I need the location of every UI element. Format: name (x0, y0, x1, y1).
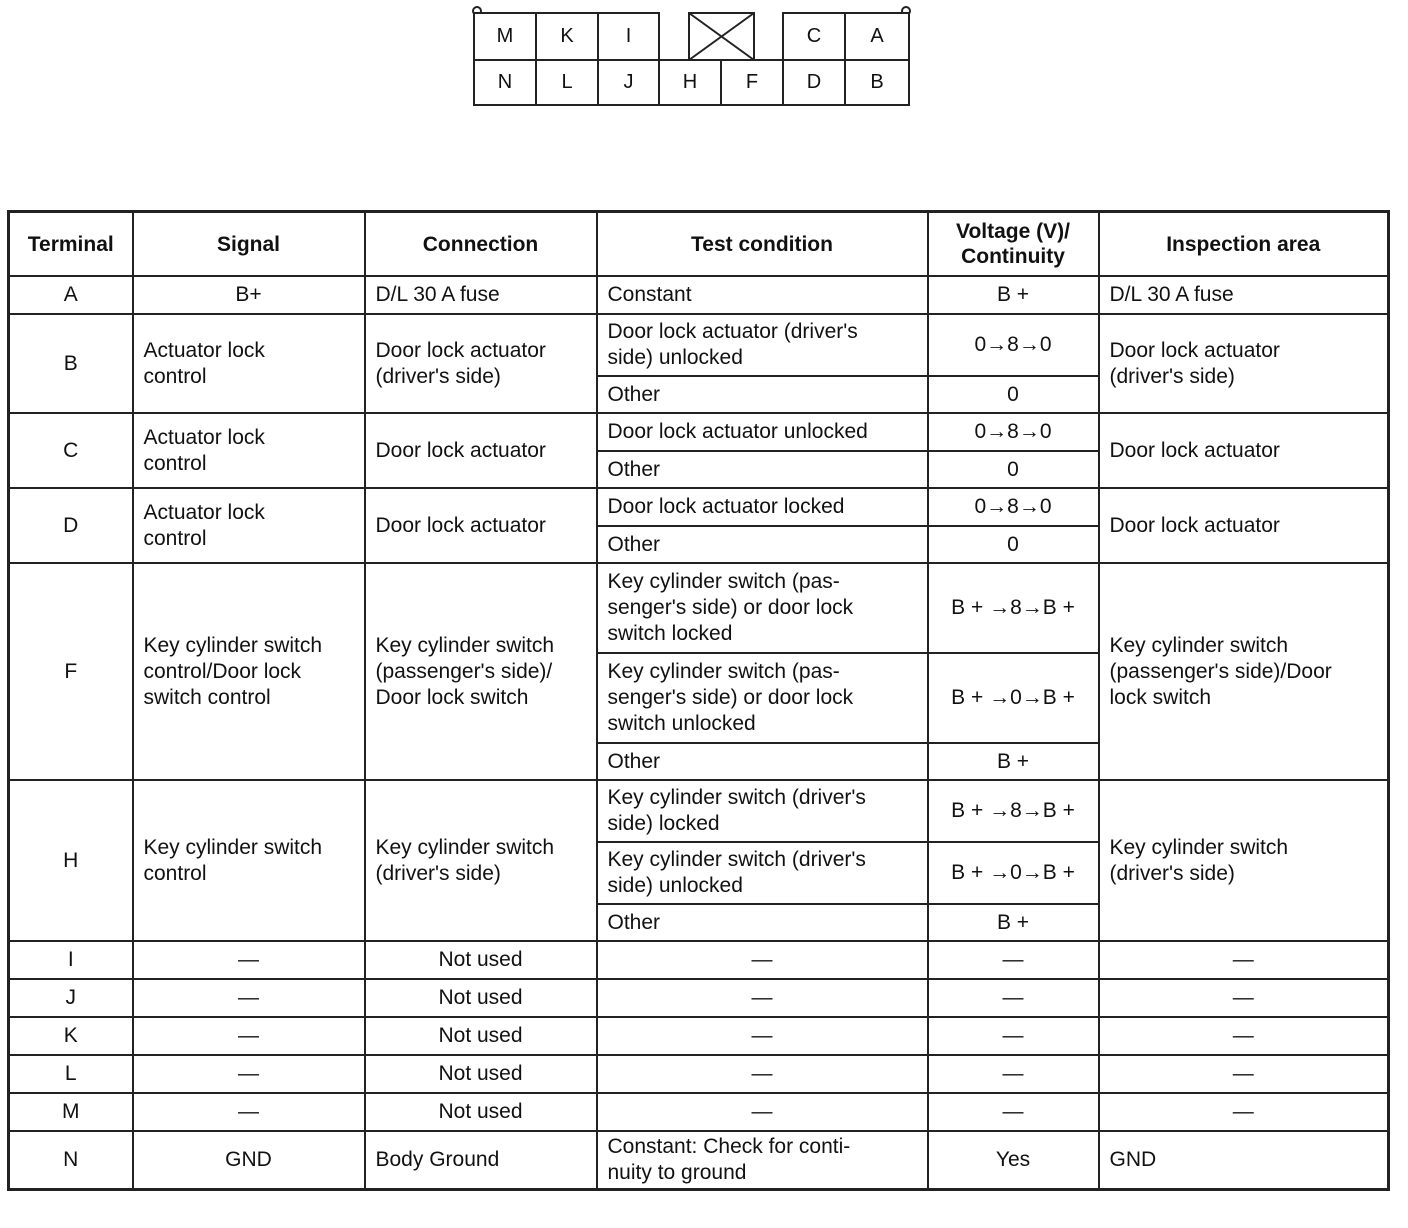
test-condition-cell: — (597, 941, 928, 979)
table-row (9, 941, 1389, 979)
voltage-cell: — (928, 1017, 1099, 1055)
voltage-cell: — (928, 1093, 1099, 1131)
connection-cell: D/L 30 A fuse (365, 276, 597, 314)
inspection-cell: — (1099, 1093, 1389, 1131)
connector-pin-d: D (782, 59, 846, 106)
terminal-cell: K (9, 1017, 133, 1055)
connector-empty-cavity (688, 12, 755, 61)
test-condition-cell: Key cylinder switch (pas- senger's side) or door lock switch unlocked (597, 653, 928, 743)
inspection-cell: Door lock actuator (1099, 413, 1389, 488)
table-row (9, 1017, 1389, 1055)
signal-cell: — (133, 1055, 365, 1093)
connector-pin-i: I (597, 12, 660, 61)
connection-cell: Door lock actuator (driver's side) (365, 314, 597, 413)
table-row (9, 314, 1389, 376)
connector-diagram (473, 12, 910, 106)
inspection-cell: — (1099, 1017, 1389, 1055)
voltage-cell: B + →0→B + (928, 653, 1099, 743)
test-condition-cell: Other (597, 743, 928, 780)
terminal-cell: H (9, 780, 133, 941)
signal-cell: — (133, 941, 365, 979)
test-condition-cell: — (597, 1017, 928, 1055)
test-condition-cell: Key cylinder switch (pas- senger's side) or door lock switch locked (597, 563, 928, 653)
connector-pin-h: H (658, 59, 722, 106)
signal-cell: Actuator lock control (133, 413, 365, 488)
inspection-cell: Door lock actuator (driver's side) (1099, 314, 1389, 413)
inspection-cell: GND (1099, 1131, 1389, 1189)
voltage-cell: — (928, 941, 1099, 979)
connector-pin-l: L (535, 59, 599, 106)
connection-cell: Not used (365, 941, 597, 979)
inspection-cell: — (1099, 941, 1389, 979)
terminal-cell: N (9, 1131, 133, 1189)
inspection-cell: — (1099, 1055, 1389, 1093)
header-inspection-area: Inspection area (1099, 212, 1389, 277)
connector-pin-m: M (473, 12, 537, 61)
header-test-condition: Test condition (597, 212, 928, 277)
terminal-cell: A (9, 276, 133, 314)
test-condition-cell: Other (597, 904, 928, 941)
terminal-cell: I (9, 941, 133, 979)
voltage-cell: Yes (928, 1131, 1099, 1189)
terminal-cell: B (9, 314, 133, 413)
voltage-cell: B + →0→B + (928, 842, 1099, 904)
terminal-cell: L (9, 1055, 133, 1093)
table-row (9, 1055, 1389, 1093)
connection-cell: Door lock actuator (365, 413, 597, 488)
connection-cell: Key cylinder switch (driver's side) (365, 780, 597, 941)
signal-cell: — (133, 1093, 365, 1131)
connector-pin-b: B (844, 59, 910, 106)
test-condition-cell: — (597, 979, 928, 1017)
signal-cell: Key cylinder switch control (133, 780, 365, 941)
inspection-cell: Door lock actuator (1099, 488, 1389, 563)
connector-pin-k: K (535, 12, 599, 61)
terminal-cell: D (9, 488, 133, 563)
connection-cell: Door lock actuator (365, 488, 597, 563)
signal-cell: B+ (133, 276, 365, 314)
test-condition-cell: Other (597, 376, 928, 413)
table-row (9, 276, 1389, 314)
table-row (9, 563, 1389, 653)
signal-cell: GND (133, 1131, 365, 1189)
connector-pin-n: N (473, 59, 537, 106)
table-row (9, 488, 1389, 526)
table-header-row (9, 212, 1389, 277)
test-condition-cell: Other (597, 451, 928, 488)
test-condition-cell: Key cylinder switch (driver's side) locked (597, 780, 928, 842)
connector-pin-f: F (720, 59, 784, 106)
connection-cell: Not used (365, 1093, 597, 1131)
connector-pin-j: J (597, 59, 660, 106)
voltage-cell: 0→8→0 (928, 314, 1099, 376)
test-condition-cell: Constant: Check for conti- nuity to ground (597, 1131, 928, 1189)
voltage-cell: B + (928, 743, 1099, 780)
voltage-cell: 0→8→0 (928, 413, 1099, 451)
connection-cell: Not used (365, 1055, 597, 1093)
header-signal: Signal (133, 212, 365, 277)
test-condition-cell: Key cylinder switch (driver's side) unlocked (597, 842, 928, 904)
table-row (9, 780, 1389, 842)
voltage-cell: — (928, 1055, 1099, 1093)
inspection-cell: D/L 30 A fuse (1099, 276, 1389, 314)
signal-cell: Actuator lock control (133, 314, 365, 413)
signal-cell: — (133, 1017, 365, 1055)
voltage-cell: — (928, 979, 1099, 1017)
terminal-cell: J (9, 979, 133, 1017)
signal-cell: Actuator lock control (133, 488, 365, 563)
terminal-cell: M (9, 1093, 133, 1131)
terminal-cell: C (9, 413, 133, 488)
voltage-cell: B + →8→B + (928, 780, 1099, 842)
table-row (9, 413, 1389, 451)
connector-pin-a: A (844, 12, 910, 61)
signal-cell: — (133, 979, 365, 1017)
voltage-cell: 0 (928, 376, 1099, 413)
terminal-table (7, 210, 1390, 1191)
voltage-cell: B + →8→B + (928, 563, 1099, 653)
test-condition-cell: — (597, 1093, 928, 1131)
voltage-cell: 0 (928, 451, 1099, 488)
voltage-cell: 0 (928, 526, 1099, 563)
test-condition-cell: Door lock actuator locked (597, 488, 928, 526)
connector-pin-c: C (782, 12, 846, 61)
inspection-cell: — (1099, 979, 1389, 1017)
voltage-cell: 0→8→0 (928, 488, 1099, 526)
connection-cell: Not used (365, 1017, 597, 1055)
table-row (9, 979, 1389, 1017)
connection-cell: Not used (365, 979, 597, 1017)
inspection-cell: Key cylinder switch (driver's side) (1099, 780, 1389, 941)
header-terminal: Terminal (9, 212, 133, 277)
header-voltage: Voltage (V)/ Continuity (928, 212, 1099, 277)
test-condition-cell: Constant (597, 276, 928, 314)
test-condition-cell: — (597, 1055, 928, 1093)
table-row (9, 1131, 1389, 1189)
header-connection: Connection (365, 212, 597, 277)
voltage-cell: B + (928, 904, 1099, 941)
test-condition-cell: Other (597, 526, 928, 563)
terminal-cell: F (9, 563, 133, 780)
connection-cell: Key cylinder switch (passenger's side)/ Door lock switch (365, 563, 597, 780)
voltage-cell: B + (928, 276, 1099, 314)
table-row (9, 1093, 1389, 1131)
connection-cell: Body Ground (365, 1131, 597, 1189)
inspection-cell: Key cylinder switch (passenger's side)/Door lock switch (1099, 563, 1389, 780)
test-condition-cell: Door lock actuator unlocked (597, 413, 928, 451)
signal-cell: Key cylinder switch control/Door lock switch control (133, 563, 365, 780)
test-condition-cell: Door lock actuator (driver's side) unlocked (597, 314, 928, 376)
